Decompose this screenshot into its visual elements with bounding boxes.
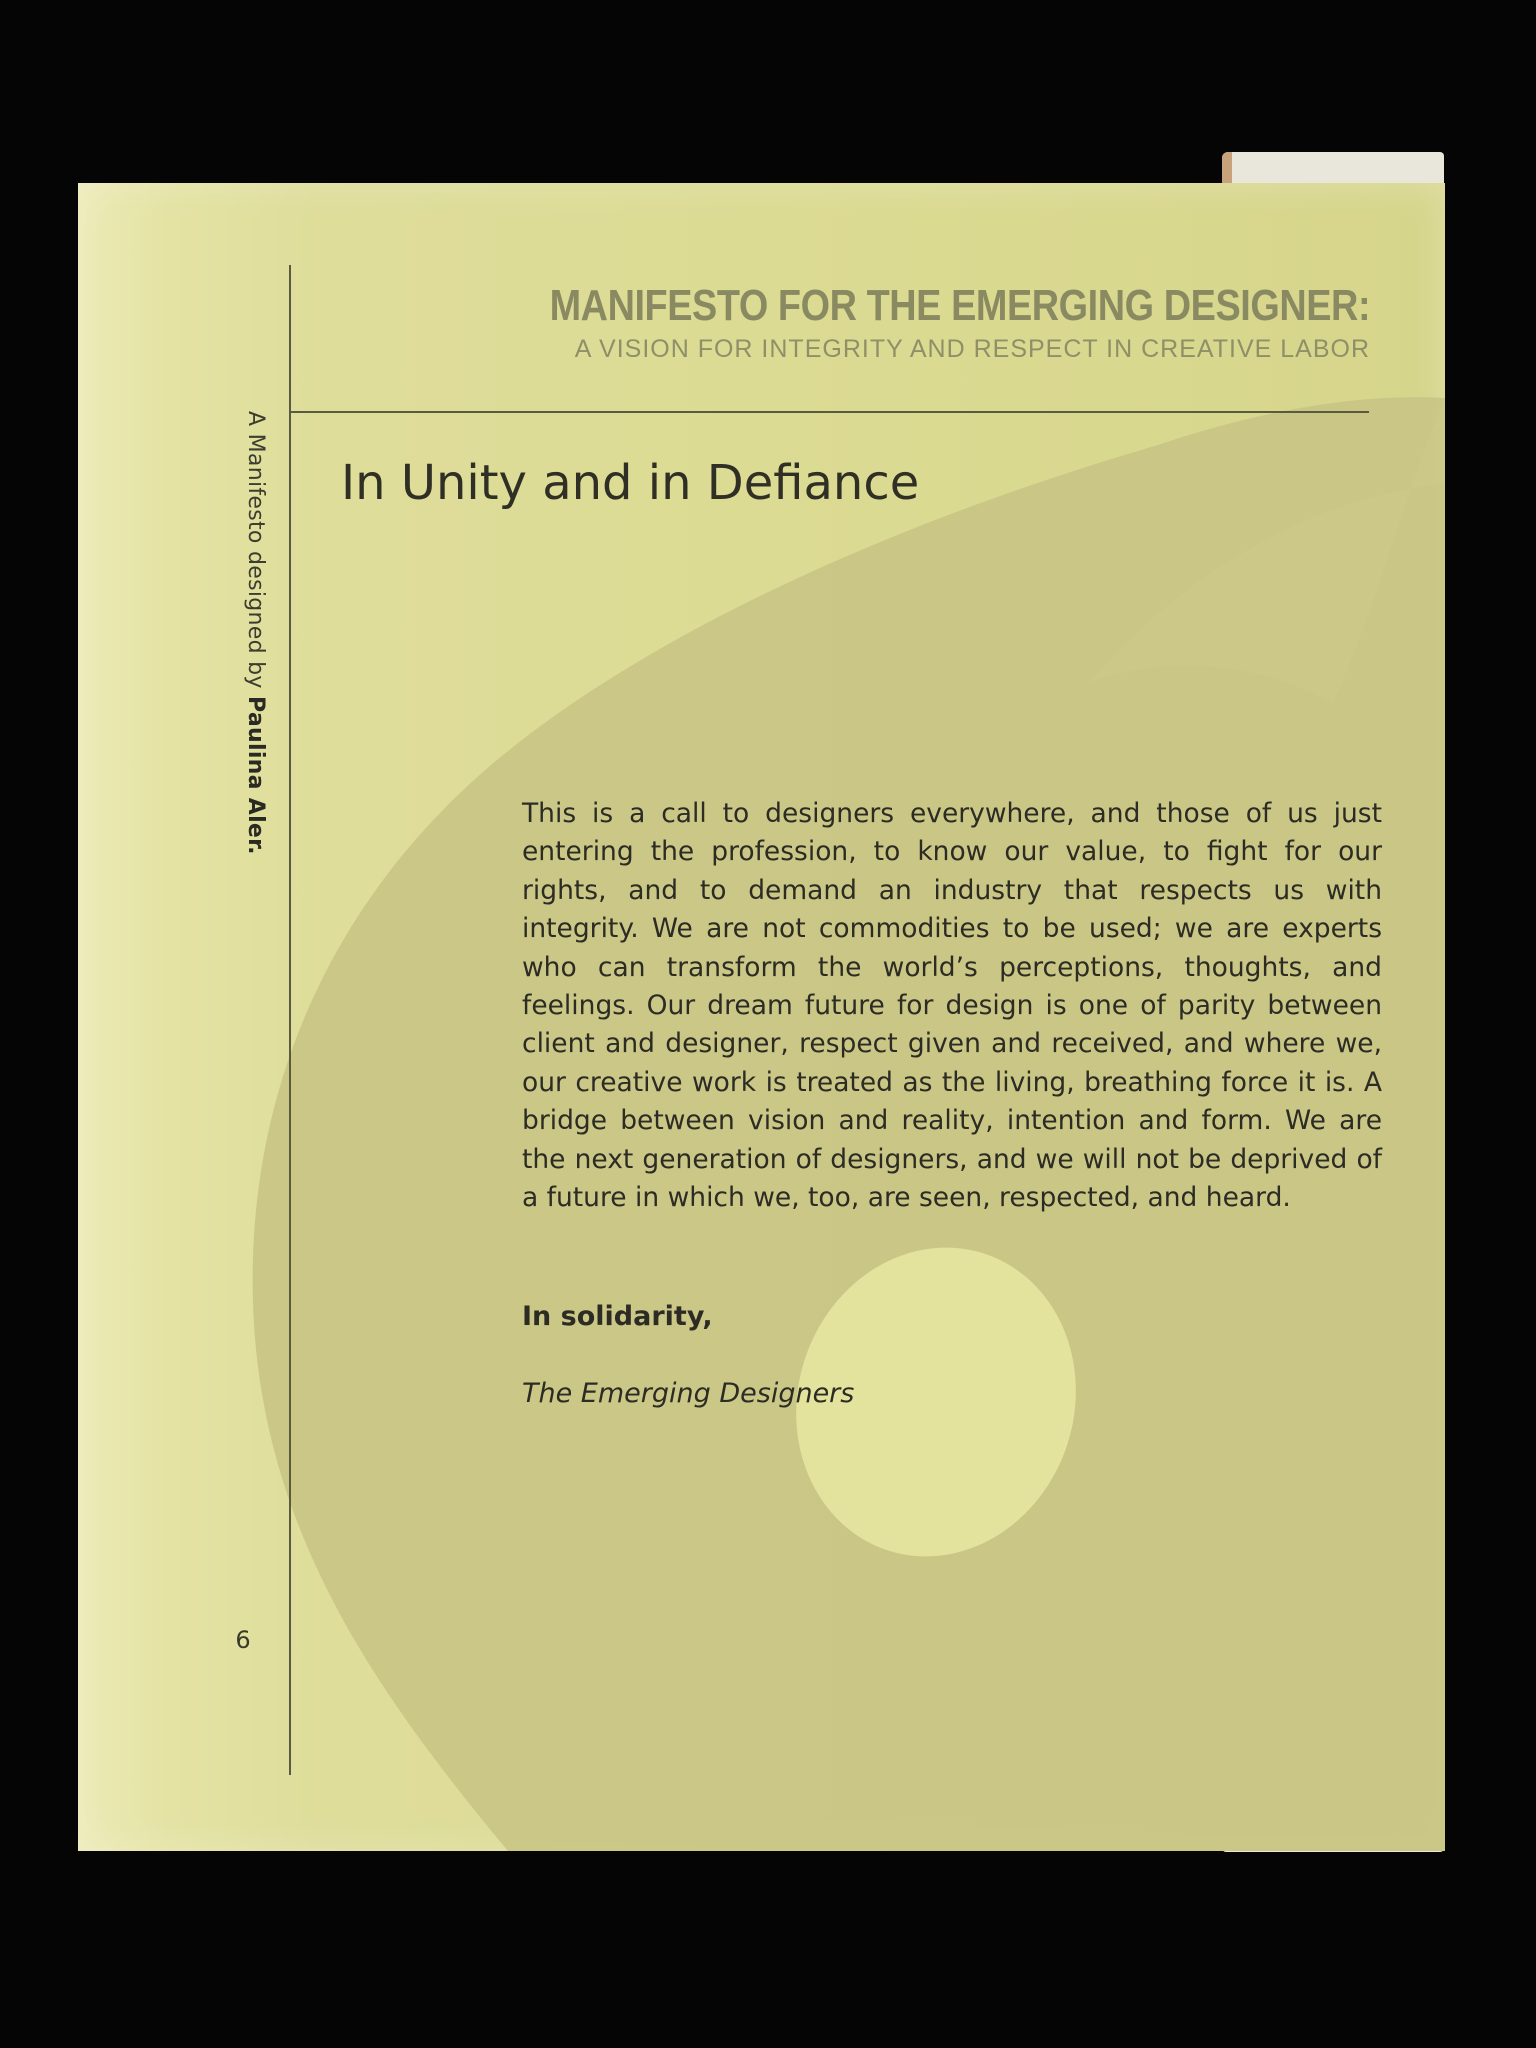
sign-off: In solidarity, <box>522 1301 713 1332</box>
manifesto-subtitle: A VISION FOR INTEGRITY AND RESPECT IN CREATIVE LABOR <box>574 335 1370 363</box>
page-number: 6 <box>235 1626 251 1654</box>
designer-credit <box>228 411 268 1011</box>
designer-name: Paulina Aler. <box>243 696 268 855</box>
signature: The Emerging Designers <box>522 1378 855 1409</box>
section-heading: In Unity and in Defiance <box>341 455 920 511</box>
vertical-rule <box>289 265 291 1775</box>
manifesto-title: MANIFESTO FOR THE EMERGING DESIGNER: <box>549 281 1370 330</box>
manifesto-body-text: This is a call to designers everywhere, and those of us just entering the profession, to know our value, to fight for our rights, and to demand an industry that respects us with integrity. We are not commodities to be used; we are experts who can transform the world’s perceptions, thoughts, and feelings. Our dream future for design is one of parity between client and designer, respect given and received, and where we, our creative work is treated as the living, breathing force it is. A bridge between vision and reality, intention and form. We are the next generation of designers, and we will not be deprived of a future in which we, too, are seen, respected, and heard. <box>522 798 1382 1214</box>
designer-credit-prefix: A Manifesto designed by <box>243 411 268 697</box>
header-rule <box>289 411 1369 413</box>
manifesto-page <box>78 183 1445 1851</box>
